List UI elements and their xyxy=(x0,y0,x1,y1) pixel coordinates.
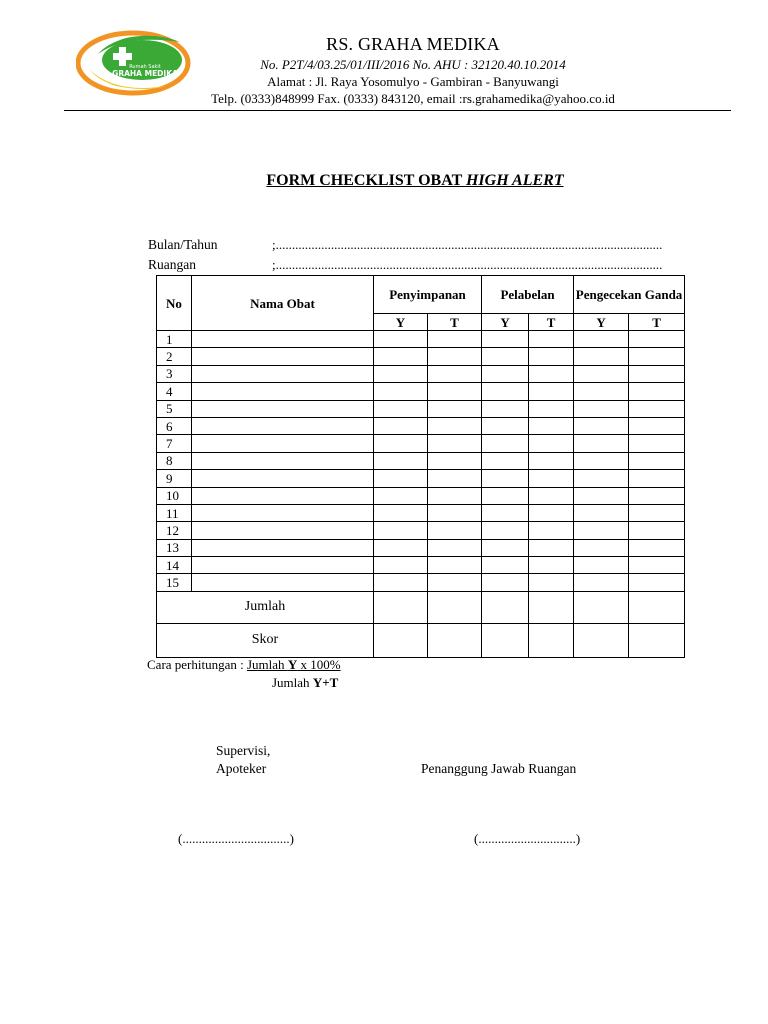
check-cell[interactable] xyxy=(529,574,574,591)
nama-obat-cell[interactable] xyxy=(192,470,374,487)
check-cell[interactable] xyxy=(428,539,482,556)
check-cell[interactable] xyxy=(482,574,529,591)
check-cell[interactable] xyxy=(629,435,685,452)
jumlah-label: Jumlah xyxy=(157,591,374,623)
check-cell[interactable] xyxy=(574,365,629,382)
nama-obat-cell[interactable] xyxy=(192,348,374,365)
check-cell[interactable] xyxy=(529,452,574,469)
table-row xyxy=(157,365,685,382)
check-cell[interactable] xyxy=(574,504,629,521)
check-cell[interactable] xyxy=(629,470,685,487)
header-pengecekan-y: Y xyxy=(574,314,629,331)
check-cell[interactable] xyxy=(529,435,574,452)
header-pengecekan-t: T xyxy=(629,314,685,331)
row-number: 3 xyxy=(157,365,192,382)
check-cell[interactable] xyxy=(482,470,529,487)
ruangan-field[interactable]: ;....................................................................................................................... xyxy=(272,257,663,272)
check-cell[interactable] xyxy=(482,331,529,348)
check-cell[interactable] xyxy=(374,400,428,417)
check-cell[interactable] xyxy=(374,348,428,365)
jumlah-cell[interactable] xyxy=(428,591,482,623)
header-pelabelan: Pelabelan xyxy=(482,276,574,314)
table-row xyxy=(157,452,685,469)
row-number: 7 xyxy=(157,435,192,452)
table-row xyxy=(157,435,685,452)
nama-obat-cell[interactable] xyxy=(192,452,374,469)
check-cell[interactable] xyxy=(629,348,685,365)
header-penyimpanan-y: Y xyxy=(374,314,428,331)
table-row xyxy=(157,417,685,434)
nama-obat-cell[interactable] xyxy=(192,557,374,574)
check-cell[interactable] xyxy=(428,557,482,574)
logo-text: GRAHA MEDIKA xyxy=(112,69,178,78)
table-row xyxy=(157,522,685,539)
row-number: 2 xyxy=(157,348,192,365)
form-title-main: FORM CHECKLIST OBAT xyxy=(266,172,462,189)
check-cell[interactable] xyxy=(574,417,629,434)
table-row xyxy=(157,470,685,487)
row-number: 11 xyxy=(157,504,192,521)
hospital-contact: Telp. (0333)848999 Fax. (0333) 843120, email :rs.grahamedika@yahoo.co.id xyxy=(211,91,615,106)
penanggung-signature-line[interactable]: (..............................) xyxy=(474,831,581,846)
bulan-tahun-field[interactable]: ;....................................................................................................................... xyxy=(272,237,663,252)
table-row xyxy=(157,348,685,365)
row-number: 13 xyxy=(157,539,192,556)
check-cell[interactable] xyxy=(529,348,574,365)
table-row xyxy=(157,557,685,574)
check-cell[interactable] xyxy=(482,383,529,400)
check-cell[interactable] xyxy=(574,522,629,539)
row-number: 14 xyxy=(157,557,192,574)
check-cell[interactable] xyxy=(629,331,685,348)
check-cell[interactable] xyxy=(629,452,685,469)
check-cell[interactable] xyxy=(529,487,574,504)
check-cell[interactable] xyxy=(529,470,574,487)
check-cell[interactable] xyxy=(629,539,685,556)
table-row xyxy=(157,400,685,417)
check-cell[interactable] xyxy=(374,574,428,591)
check-cell[interactable] xyxy=(629,504,685,521)
nama-obat-cell[interactable] xyxy=(192,400,374,417)
table-row xyxy=(157,574,685,591)
check-cell[interactable] xyxy=(374,435,428,452)
calculation-formula xyxy=(147,657,341,673)
jumlah-cell[interactable] xyxy=(374,591,428,623)
header-divider xyxy=(64,110,731,111)
check-cell[interactable] xyxy=(482,539,529,556)
check-cell[interactable] xyxy=(374,470,428,487)
skor-cell[interactable] xyxy=(629,623,685,657)
check-cell[interactable] xyxy=(374,522,428,539)
row-number: 4 xyxy=(157,383,192,400)
check-cell[interactable] xyxy=(629,487,685,504)
row-number: 15 xyxy=(157,574,192,591)
table-row xyxy=(157,539,685,556)
check-cell[interactable] xyxy=(374,417,428,434)
check-cell[interactable] xyxy=(428,452,482,469)
check-cell[interactable] xyxy=(428,504,482,521)
apoteker-label: Apoteker xyxy=(216,761,267,776)
nama-obat-cell[interactable] xyxy=(192,383,374,400)
check-cell[interactable] xyxy=(428,470,482,487)
check-cell[interactable] xyxy=(529,504,574,521)
check-cell[interactable] xyxy=(374,452,428,469)
check-cell[interactable] xyxy=(482,522,529,539)
check-cell[interactable] xyxy=(428,435,482,452)
check-cell[interactable] xyxy=(629,417,685,434)
check-cell[interactable] xyxy=(529,557,574,574)
check-cell[interactable] xyxy=(482,400,529,417)
ruangan-label: Ruangan xyxy=(148,257,196,272)
check-cell[interactable] xyxy=(428,331,482,348)
check-cell[interactable] xyxy=(629,557,685,574)
check-cell[interactable] xyxy=(529,331,574,348)
header-pengecekan-ganda: Pengecekan Ganda xyxy=(574,276,685,314)
check-cell[interactable] xyxy=(428,574,482,591)
header-pelabelan-y: Y xyxy=(482,314,529,331)
row-number: 1 xyxy=(157,331,192,348)
header-no: No xyxy=(157,276,192,331)
jumlah-cell[interactable] xyxy=(482,591,529,623)
check-cell[interactable] xyxy=(374,383,428,400)
header-penyimpanan: Penyimpanan xyxy=(374,276,482,314)
check-cell[interactable] xyxy=(574,348,629,365)
calculation-denominator: Jumlah Y+T xyxy=(272,675,339,690)
nama-obat-cell[interactable] xyxy=(192,504,374,521)
skor-cell[interactable] xyxy=(574,623,629,657)
nama-obat-cell[interactable] xyxy=(192,539,374,556)
check-cell[interactable] xyxy=(574,383,629,400)
penanggung-jawab-label: Penanggung Jawab Ruangan xyxy=(421,761,577,776)
checklist-table xyxy=(156,275,685,658)
check-cell[interactable] xyxy=(374,487,428,504)
jumlah-cell[interactable] xyxy=(574,591,629,623)
check-cell[interactable] xyxy=(428,400,482,417)
check-cell[interactable] xyxy=(574,557,629,574)
header-nama-obat: Nama Obat xyxy=(192,276,374,331)
check-cell[interactable] xyxy=(374,539,428,556)
check-cell[interactable] xyxy=(629,400,685,417)
table-row xyxy=(157,331,685,348)
apoteker-signature-line[interactable]: (.................................) xyxy=(178,831,294,846)
row-number: 10 xyxy=(157,487,192,504)
row-number: 6 xyxy=(157,417,192,434)
check-cell[interactable] xyxy=(629,574,685,591)
nama-obat-cell[interactable] xyxy=(192,435,374,452)
check-cell[interactable] xyxy=(428,522,482,539)
header-pelabelan-t: T xyxy=(529,314,574,331)
jumlah-cell[interactable] xyxy=(529,591,574,623)
check-cell[interactable] xyxy=(374,331,428,348)
form-title-emphasis: HIGH ALERT xyxy=(465,172,564,189)
calculation-numerator: Jumlah Y x 100% xyxy=(247,657,341,672)
hospital-address: Alamat : Jl. Raya Yosomulyo - Gambiran - Banyuwangi xyxy=(267,74,559,89)
supervisi-label: Supervisi, xyxy=(216,743,271,758)
table-row xyxy=(157,487,685,504)
check-cell[interactable] xyxy=(428,348,482,365)
check-cell[interactable] xyxy=(482,487,529,504)
check-cell[interactable] xyxy=(574,452,629,469)
row-number: 8 xyxy=(157,452,192,469)
calculation-prefix: Cara perhitungan : xyxy=(147,657,244,672)
check-cell[interactable] xyxy=(574,574,629,591)
check-cell[interactable] xyxy=(428,383,482,400)
skor-cell[interactable] xyxy=(374,623,428,657)
row-number: 9 xyxy=(157,470,192,487)
check-cell[interactable] xyxy=(482,452,529,469)
form-title xyxy=(150,172,680,190)
check-cell[interactable] xyxy=(574,331,629,348)
nama-obat-cell[interactable] xyxy=(192,417,374,434)
check-cell[interactable] xyxy=(482,348,529,365)
nama-obat-cell[interactable] xyxy=(192,574,374,591)
skor-label: Skor xyxy=(157,623,374,657)
nama-obat-cell[interactable] xyxy=(192,487,374,504)
nama-obat-cell[interactable] xyxy=(192,522,374,539)
check-cell[interactable] xyxy=(529,365,574,382)
check-cell[interactable] xyxy=(428,417,482,434)
check-cell[interactable] xyxy=(482,417,529,434)
registration-number: No. P2T/4/03.25/01/III/2016 No. AHU : 32120.40.10.2014 xyxy=(260,57,566,72)
check-cell[interactable] xyxy=(529,417,574,434)
check-cell[interactable] xyxy=(574,487,629,504)
check-cell[interactable] xyxy=(529,539,574,556)
check-cell[interactable] xyxy=(428,487,482,504)
check-cell[interactable] xyxy=(629,365,685,382)
nama-obat-cell[interactable] xyxy=(192,365,374,382)
check-cell[interactable] xyxy=(482,435,529,452)
check-cell[interactable] xyxy=(529,383,574,400)
check-cell[interactable] xyxy=(629,522,685,539)
skor-cell[interactable] xyxy=(482,623,529,657)
table-row xyxy=(157,504,685,521)
check-cell[interactable] xyxy=(629,383,685,400)
hospital-name: RS. GRAHA MEDIKA xyxy=(326,34,500,54)
check-cell[interactable] xyxy=(482,504,529,521)
table-row xyxy=(157,383,685,400)
skor-cell[interactable] xyxy=(428,623,482,657)
check-cell[interactable] xyxy=(482,557,529,574)
row-number: 5 xyxy=(157,400,192,417)
check-cell[interactable] xyxy=(428,365,482,382)
check-cell[interactable] xyxy=(574,539,629,556)
check-cell[interactable] xyxy=(574,400,629,417)
check-cell[interactable] xyxy=(374,504,428,521)
nama-obat-cell[interactable] xyxy=(192,331,374,348)
check-cell[interactable] xyxy=(529,522,574,539)
check-cell[interactable] xyxy=(529,400,574,417)
header-penyimpanan-t: T xyxy=(428,314,482,331)
bulan-tahun-label: Bulan/Tahun xyxy=(148,237,218,252)
jumlah-cell[interactable] xyxy=(629,591,685,623)
row-number: 12 xyxy=(157,522,192,539)
skor-cell[interactable] xyxy=(529,623,574,657)
check-cell[interactable] xyxy=(574,470,629,487)
check-cell[interactable] xyxy=(374,365,428,382)
check-cell[interactable] xyxy=(374,557,428,574)
check-cell[interactable] xyxy=(482,365,529,382)
check-cell[interactable] xyxy=(574,435,629,452)
logo-small-text: Rumah Sakit xyxy=(129,64,161,70)
